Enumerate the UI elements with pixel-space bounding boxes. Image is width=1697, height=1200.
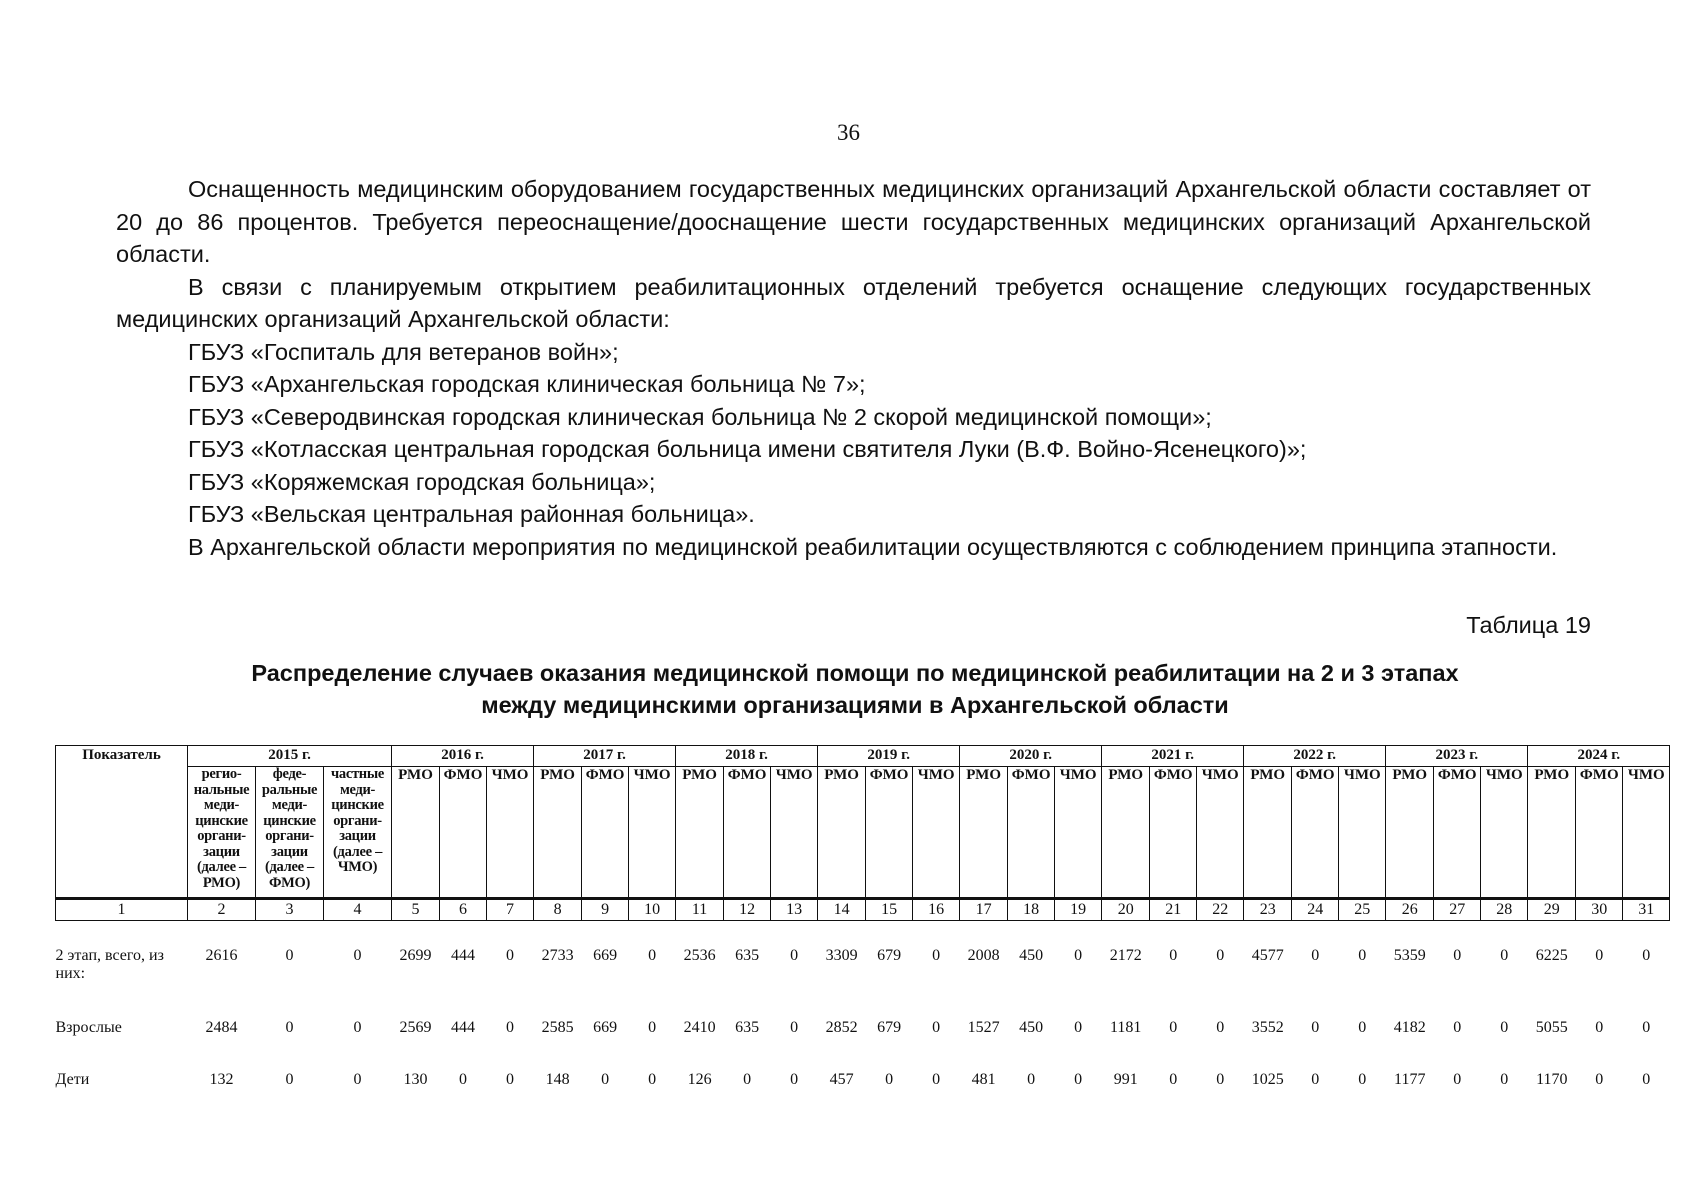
column-number: 6 (440, 899, 487, 921)
table-cell: 0 (1216, 1019, 1225, 1036)
table-cell: 679 (877, 1019, 902, 1036)
list-item: ГБУЗ «Котласская центральная городская больница имени святителя Луки (В.Ф. Войно-Ясенецкого)»; (188, 436, 1307, 462)
table-title-line: между медицинскими организациями в Архангельской области (481, 692, 1229, 718)
table-cell: 0 (743, 1071, 752, 1088)
paragraph: В Архангельской области мероприятия по медицинской реабилитации осуществляются с соблюдением принципа этапности. (188, 533, 1558, 560)
table-cell: 2410 (683, 1019, 716, 1036)
table-cell: 1181 (1109, 1019, 1142, 1036)
table-cell: 2699 (399, 947, 432, 964)
column-number: 28 (1481, 899, 1528, 921)
table-cell: 0 (790, 1019, 799, 1036)
org-type-header: ФМО (866, 767, 913, 899)
table-cell: 0 (932, 947, 941, 964)
table-cell: 991 (1113, 1071, 1138, 1088)
org-type-header: РМО (534, 767, 582, 899)
table-cell: 0 (1595, 1019, 1604, 1036)
column-number: 9 (582, 899, 629, 921)
column-number: 25 (1339, 899, 1386, 921)
year-header: 2017 г. (534, 746, 676, 767)
table-cell: 0 (1216, 1071, 1225, 1088)
table-cell: 2008 (967, 947, 1000, 964)
table-cell: 0 (506, 947, 515, 964)
body-text (116, 173, 1591, 563)
table-cell: 450 (1019, 947, 1044, 964)
table-cell: 2484 (205, 1019, 238, 1036)
table-cell: 0 (1169, 947, 1178, 964)
table-cell: 669 (593, 1019, 618, 1036)
table-cell: 0 (353, 1071, 362, 1088)
table-cell: 0 (1358, 1019, 1367, 1036)
org-type-header: РМО (1244, 767, 1292, 899)
table-cell: 669 (593, 947, 618, 964)
column-number: 19 (1055, 899, 1102, 921)
column-number: 14 (818, 899, 866, 921)
year-header: 2024 г. (1528, 746, 1670, 767)
list-item: ГБУЗ «Архангельская городская клиническая больница № 7»; (188, 371, 866, 397)
table-cell: 0 (1311, 1071, 1320, 1088)
table-cell: 0 (1642, 947, 1651, 964)
table-cell: 0 (285, 1019, 294, 1036)
row-label: Взрослые (55, 1019, 122, 1036)
table-row (56, 1061, 1670, 1109)
column-number: 2 (188, 899, 256, 921)
table-cell: 0 (1453, 1019, 1462, 1036)
table-cell: 0 (1358, 947, 1367, 964)
table-cell: 126 (687, 1071, 712, 1088)
org-type-header: ФМО (440, 767, 487, 899)
table-cell: 2172 (1109, 947, 1142, 964)
column-number: 22 (1197, 899, 1244, 921)
table-cell: 0 (1169, 1019, 1178, 1036)
table-cell: 0 (1642, 1019, 1651, 1036)
column-number: 13 (771, 899, 818, 921)
org-type-header: ЧМО (1481, 767, 1528, 899)
org-type-header: ФМО (1434, 767, 1481, 899)
table-cell: 0 (932, 1019, 941, 1036)
year-header: 2016 г. (392, 746, 534, 767)
column-number: 3 (256, 899, 324, 921)
column-number-row (56, 899, 1670, 921)
table-cell: 1527 (967, 1019, 1000, 1036)
table-cell: 0 (1216, 947, 1225, 964)
table-cell: 0 (1311, 947, 1320, 964)
table-cell: 0 (648, 947, 657, 964)
table-row (56, 1009, 1670, 1061)
list-item: ГБУЗ «Коряжемская городская больница»; (188, 468, 656, 495)
page-number: 36 (837, 120, 860, 145)
org-type-header: РМО (1386, 767, 1434, 899)
org-type-header: ЧМО (1197, 767, 1244, 899)
column-number: 4 (324, 899, 392, 921)
year-header: 2019 г. (818, 746, 960, 767)
table-cell: 0 (1500, 1019, 1509, 1036)
table-cell: 2852 (825, 1019, 858, 1036)
column-number: 23 (1244, 899, 1292, 921)
org-type-header: РМО (818, 767, 866, 899)
column-number: 5 (392, 899, 440, 921)
table-cell: 5055 (1535, 1019, 1568, 1036)
org-type-header: РМО (676, 767, 724, 899)
table-cell: 0 (1453, 1071, 1462, 1088)
table-cell: 0 (353, 947, 362, 964)
year-header: 2015 г. (188, 746, 392, 767)
year-header: 2020 г. (960, 746, 1102, 767)
list-item: ГБУЗ «Госпиталь для ветеранов войн»; (188, 338, 619, 365)
column-number: 30 (1576, 899, 1623, 921)
table-cell: 0 (1453, 947, 1462, 964)
org-type-header: ЧМО (771, 767, 818, 899)
year-header: 2021 г. (1102, 746, 1244, 767)
table-cell: 0 (885, 1071, 894, 1088)
org-type-header: ФМО (724, 767, 771, 899)
org-type-header: ЧМО (1623, 767, 1670, 899)
table-cell: 0 (1500, 1071, 1509, 1088)
table-cell: 679 (877, 947, 902, 964)
column-number: 20 (1102, 899, 1150, 921)
column-number: 26 (1386, 899, 1434, 921)
table-cell: 1025 (1251, 1071, 1284, 1088)
table-cell: 0 (1358, 1071, 1367, 1088)
table-cell: 0 (506, 1071, 515, 1088)
column-number: 17 (960, 899, 1008, 921)
table-cell: 0 (506, 1019, 515, 1036)
table-cell: 2733 (541, 947, 574, 964)
table-cell: 0 (1027, 1071, 1036, 1088)
table-cell: 0 (353, 1019, 362, 1036)
table-cell: 130 (403, 1071, 428, 1088)
org-type-header: ФМО (1008, 767, 1055, 899)
column-number: 15 (866, 899, 913, 921)
column-number: 11 (676, 899, 724, 921)
table-cell: 481 (971, 1071, 996, 1088)
paragraph: Оснащенность медицинским оборудованием государственных медицинских организаций Архангельской области составляет от 20 до 86 процентов. Требуется переоснащение/дооснащение шести государственных медицинских организаций Архангельской области. (116, 176, 1591, 267)
table-cell: 148 (545, 1071, 570, 1088)
table-cell: 2569 (399, 1019, 432, 1036)
table-cell: 0 (1074, 1019, 1083, 1036)
table-cell: 4577 (1251, 947, 1284, 964)
table-cell: 1177 (1394, 1071, 1426, 1088)
paragraph: В связи с планируемым открытием реабилитационных отделений требуется оснащение следующих государственных медицинских организаций Архангельской области: (116, 273, 1591, 332)
column-number: 12 (724, 899, 771, 921)
table-cell: 0 (648, 1071, 657, 1088)
table-cell: 457 (829, 1071, 854, 1088)
table-cell: 1170 (1536, 1071, 1568, 1088)
table-cell: 0 (1642, 1071, 1651, 1088)
org-type-header: феде- ральные меди- цинские органи- зации (далее – ФМО) (256, 767, 324, 899)
year-header: 2023 г. (1386, 746, 1528, 767)
org-type-header: ФМО (1576, 767, 1623, 899)
table-title (160, 657, 1550, 721)
org-type-header: регио- нальные меди- цинские органи- зации (далее – РМО) (188, 767, 256, 899)
table-label: Таблица 19 (1466, 612, 1591, 638)
column-number: 27 (1434, 899, 1481, 921)
column-number: 1 (56, 899, 188, 921)
org-type-header: ФМО (1150, 767, 1197, 899)
org-type-header: РМО (1528, 767, 1576, 899)
table-cell: 0 (648, 1019, 657, 1036)
table-cell: 444 (451, 1019, 476, 1036)
org-type-header: ЧМО (487, 767, 534, 899)
table-cell: 0 (1595, 947, 1604, 964)
table-cell: 0 (1500, 947, 1509, 964)
table-row (56, 921, 1670, 1010)
row-label: Дети (55, 1071, 90, 1088)
table-cell: 0 (285, 947, 294, 964)
column-number: 31 (1623, 899, 1670, 921)
table-cell: 132 (209, 1071, 234, 1088)
table-cell: 0 (1169, 1071, 1178, 1088)
column-number: 10 (629, 899, 676, 921)
table-cell: 635 (735, 947, 760, 964)
org-type-header: ФМО (582, 767, 629, 899)
table-cell: 3309 (825, 947, 858, 964)
table-cell: 2616 (205, 947, 238, 964)
org-type-header: РМО (392, 767, 440, 899)
org-type-header: РМО (1102, 767, 1150, 899)
org-type-header: РМО (960, 767, 1008, 899)
table-cell: 635 (735, 1019, 760, 1036)
table-cell: 0 (790, 947, 799, 964)
table-cell: 5359 (1393, 947, 1426, 964)
column-number: 18 (1008, 899, 1055, 921)
table-cell: 450 (1019, 1019, 1044, 1036)
table-cell: 0 (790, 1071, 799, 1088)
row-label: 2 этап, всего, из них: (55, 947, 164, 982)
data-table (55, 745, 1670, 1109)
year-header: 2022 г. (1244, 746, 1386, 767)
org-type-header: ЧМО (913, 767, 960, 899)
table-cell: 444 (451, 947, 476, 964)
table-cell: 0 (285, 1071, 294, 1088)
table-cell: 0 (932, 1071, 941, 1088)
indicator-header: Показатель (56, 746, 188, 899)
column-number: 29 (1528, 899, 1576, 921)
table-cell: 4182 (1393, 1019, 1426, 1036)
org-type-header: ЧМО (1055, 767, 1102, 899)
table-title-line: Распределение случаев оказания медицинской помощи по медицинской реабилитации на 2 и 3 этапах (251, 660, 1459, 686)
table-cell: 0 (1074, 1071, 1083, 1088)
org-type-header: ЧМО (629, 767, 676, 899)
table-cell: 6225 (1535, 947, 1568, 964)
column-number: 24 (1292, 899, 1339, 921)
table-cell: 0 (459, 1071, 468, 1088)
list-item: ГБУЗ «Вельская центральная районная больница». (188, 501, 755, 527)
table-cell: 2536 (683, 947, 716, 964)
column-number: 8 (534, 899, 582, 921)
table-cell: 0 (1595, 1071, 1604, 1088)
org-type-header: частные меди- цинские органи- зации (далее – ЧМО) (324, 767, 392, 899)
table-cell: 0 (1074, 947, 1083, 964)
year-header: 2018 г. (676, 746, 818, 767)
org-type-header: ФМО (1292, 767, 1339, 899)
table-cell: 3552 (1251, 1019, 1284, 1036)
table-cell: 0 (1311, 1019, 1320, 1036)
table-cell: 2585 (541, 1019, 574, 1036)
column-number: 16 (913, 899, 960, 921)
org-type-header: ЧМО (1339, 767, 1386, 899)
column-number: 21 (1150, 899, 1197, 921)
list-item: ГБУЗ «Северодвинская городская клиническая больница № 2 скорой медицинской помощи»; (188, 403, 1212, 430)
table-cell: 0 (601, 1071, 610, 1088)
column-number: 7 (487, 899, 534, 921)
